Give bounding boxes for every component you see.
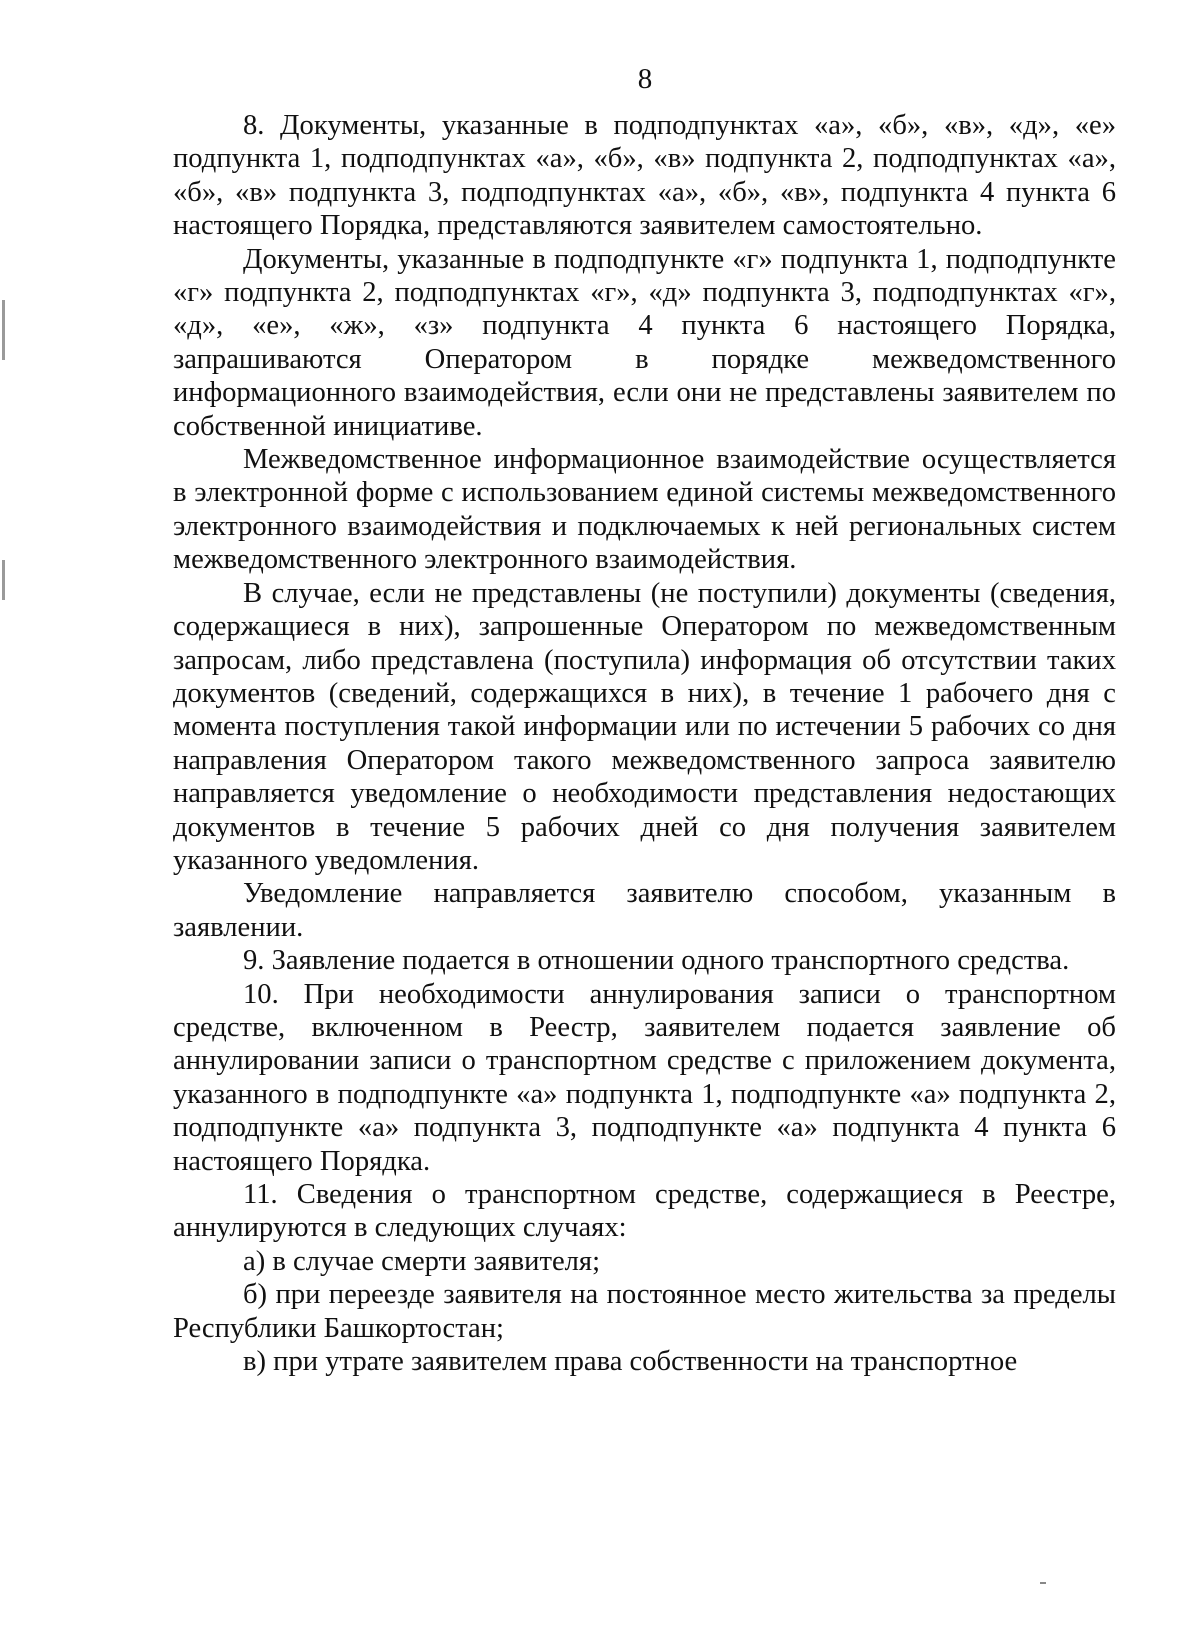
list-item-v: в) при утрате заявителем права собственности на транспортное xyxy=(243,1346,1018,1378)
scan-edge-mark xyxy=(2,300,5,360)
list-item-a: а) в случае смерти заявителя; xyxy=(243,1245,601,1277)
paragraph-8: 8. Документы, указанные в подподпунктах «а», «б», «в», «д», «е» подпункта 1, подподпунктах «а», «б», «в» подпункта 2, подподпунктах «а», «б», «в» подпункта 3, подподпунктах «а», «б», «в», подпункта 4 пункта 6 настоящего Порядка, представляются заявителем самостоятельно. xyxy=(173,110,1116,242)
scan-speck xyxy=(1040,1582,1046,1584)
paragraph-10: 10. При необходимости аннулирования записи о транспортном средстве, включенном в Реестр, заявителем подается заявление об аннулировании записи о транспортном средстве с приложением документа, указанного в подподпункте «а» подпункта 1, подподпункте «а» подпункта 2, подподпункте «а» подпункта 3, подподпункте «а» подпункта 4 пункта 6 настоящего Порядка. xyxy=(173,978,1116,1177)
paragraph-missing-documents: В случае, если не представлены (не поступили) документы (сведения, содержащиеся в них), запрошенные Оператором по межведомственным запросам, либо представлена (поступила) информация об отсутствии таких документов (сведений, содержащихся в них), в течение 1 рабочего дня с момента поступления такой информации или по истечении 5 рабочих со дня направления Оператором такого межведомственного запроса заявителю направляется уведомление о необходимости представления недостающих документов в течение 5 рабочих дней со дня получения заявителем указанного уведомления. xyxy=(173,577,1116,876)
page-number: 8 xyxy=(637,63,653,95)
paragraph-11: 11. Сведения о транспортном средстве, содержащиеся в Реестре, аннулируются в следующих случаях: xyxy=(173,1179,1116,1244)
document-body xyxy=(173,109,1116,1378)
scan-edge-mark xyxy=(2,560,5,600)
paragraph-9: 9. Заявление подается в отношении одного транспортного средства. xyxy=(243,945,1070,977)
paragraph-notification: Уведомление направляется заявителю способом, указанным в заявлении. xyxy=(173,878,1116,943)
paragraph-8-requested-documents: Документы, указанные в подподпункте «г» подпункта 1, подподпункте «г» подпункта 2, подподпунктах «г», «д» подпункта 3, подподпунктах «г», «д», «е», «ж», «з» подпункта 4 пункта 6 настоящего Порядка, запрашиваются Оператором в порядке межведомственного информационного взаимодействия, если они не представлены заявителем по собственной инициативе. xyxy=(173,243,1116,442)
list-item-b: б) при переезде заявителя на постоянное место жительства за пределы Республики Башкортостан; xyxy=(173,1279,1116,1344)
paragraph-interagency-interaction: Межведомственное информационное взаимодействие осуществляется в электронной форме с использованием единой системы межведомственного электронного взаимодействия и подключаемых к ней региональных систем межведомственного электронного взаимодействия. xyxy=(173,444,1116,576)
